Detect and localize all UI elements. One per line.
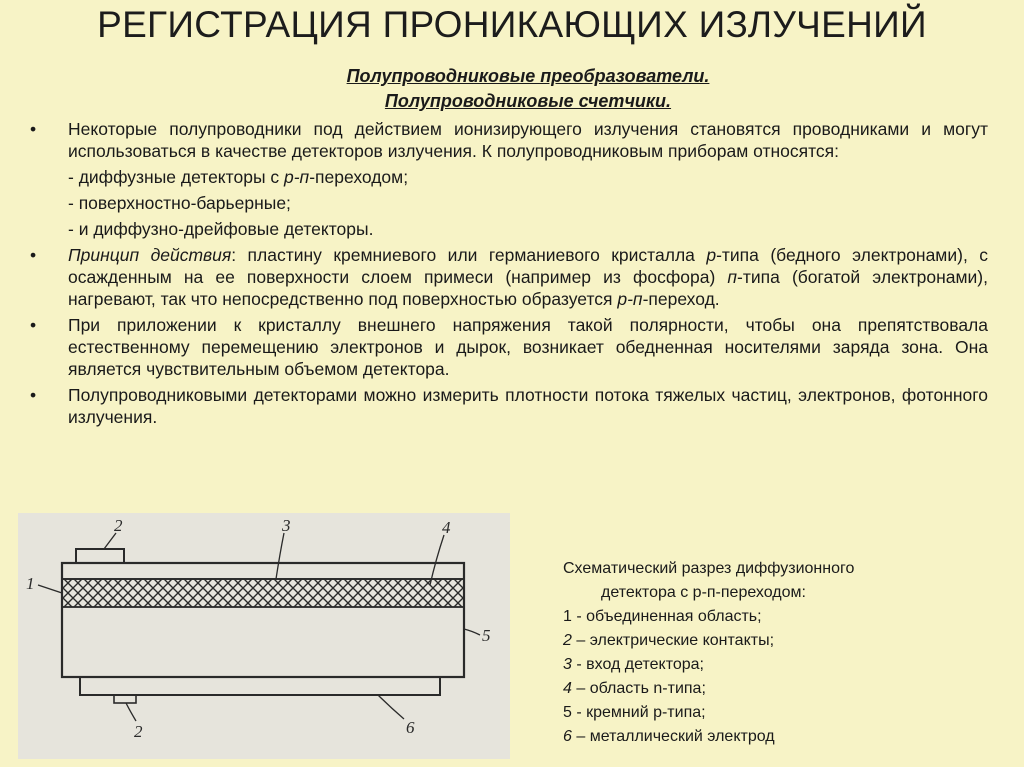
top-contact: [76, 549, 124, 563]
figure-caption: [563, 557, 1013, 749]
leader-3: [276, 533, 284, 579]
n-type-region: [62, 579, 464, 607]
leader-2-top: [104, 533, 116, 549]
caption-item-2: 2 – электрические контакты;: [563, 632, 775, 649]
bullet-measure: [30, 384, 988, 428]
bullet-voltage: [30, 314, 988, 380]
body-text: [30, 118, 988, 432]
leader-2-bottom: [126, 703, 136, 721]
label-2-bottom: 2: [134, 722, 143, 741]
label-1: 1: [26, 574, 35, 593]
list-item-diffuse: - диффузные детекторы с р-п-переходом;: [68, 167, 409, 187]
bullet-mark: •: [30, 315, 37, 335]
caption-item-3: 3 - вход детектора;: [563, 656, 704, 673]
paragraph-measure: Полупроводниковыми детекторами можно измерить плотности потока тяжелых частиц, электронов, фотонного излучения.: [68, 385, 988, 427]
label-2-top: 2: [114, 516, 123, 535]
leader-5: [464, 629, 480, 635]
bullet-principle: [30, 244, 988, 310]
caption-item-1: 1 - объединенная область;: [563, 608, 762, 625]
leader-6: [378, 695, 404, 719]
list-item-surface-barrier: - поверхностно-барьерные;: [68, 193, 291, 213]
subtitle-counters: Полупроводниковые счетчики.: [384, 91, 672, 111]
paragraph-voltage: При приложении к кристаллу внешнего напряжения такой полярности, чтобы она препятствовала естественному перемещению электронов и дырок, возникает обедненная носителями заряда зона. Она является чувствительным объемом детектора.: [68, 315, 988, 379]
bullet-mark: •: [30, 245, 37, 265]
paragraph-principle: Принцип действия: пластину кремниевого или германиевого кристалла р-типа (бедного электронами), с осажденным на ее поверхности слоем примеси (например из фосфора) п-типа (богатой электронами), нагревают, так что непосредственно под поверхностью образуется р-п-переход.: [68, 245, 988, 309]
label-6: 6: [406, 718, 415, 737]
detector-diagram: [18, 513, 510, 759]
detector-cross-section-figure: [18, 513, 510, 759]
paragraph-intro: Некоторые полупроводники под действием ионизирующего излучения становятся проводниками и могут использоваться в качестве детекторов излучения. К полупроводниковым приборам относятся:: [68, 119, 988, 161]
bullet-mark: •: [30, 385, 37, 405]
subtitle-converters: Полупроводниковые преобразователи.: [346, 66, 710, 86]
caption-heading-2: детектора с р-п-переходом:: [601, 584, 806, 601]
caption-item-5: 5 - кремний р-типа;: [563, 704, 706, 721]
caption-heading-1: Схематический разрез диффузионного: [563, 560, 855, 577]
slide-title: РЕГИСТРАЦИЯ ПРОНИКАЮЩИХ ИЗЛУЧЕНИЙ: [97, 4, 927, 45]
label-5: 5: [482, 626, 491, 645]
label-3: 3: [282, 516, 291, 535]
bullet-intro: [30, 118, 988, 162]
caption-item-4: 4 – область n-типа;: [563, 680, 706, 697]
list-item-diffuse-drift: - и диффузно-дрейфовые детекторы.: [68, 219, 374, 239]
leader-1: [38, 585, 62, 593]
bottom-contact: [114, 695, 136, 703]
bottom-electrode: [80, 677, 440, 695]
bullet-mark: •: [30, 119, 37, 139]
leader-4: [430, 535, 444, 585]
label-4: 4: [442, 518, 451, 537]
caption-item-6: 6 – металлический электрод: [563, 728, 775, 745]
